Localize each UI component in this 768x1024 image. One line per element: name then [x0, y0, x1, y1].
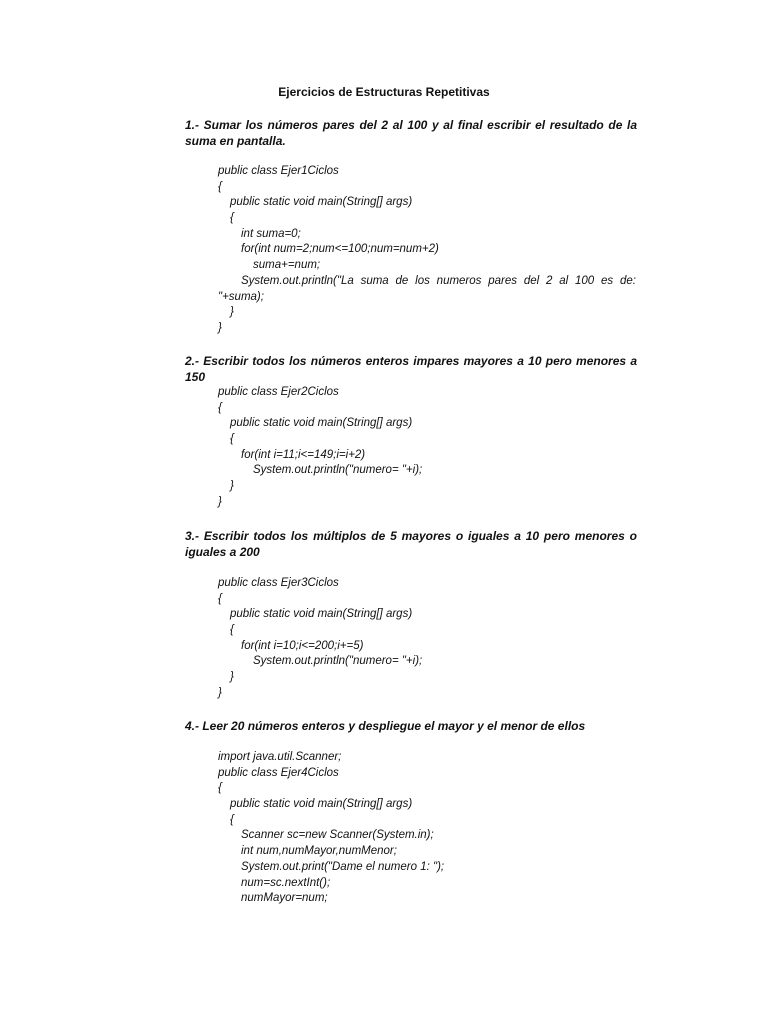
code-line: } — [218, 495, 222, 508]
code-line: suma+=num; — [253, 259, 321, 272]
code-line: public class Ejer4Ciclos — [218, 766, 339, 779]
code-line: for(int i=10;i<=200;i+=5) — [241, 639, 364, 652]
code-line: } — [230, 306, 234, 319]
exercise-3-code — [218, 576, 636, 702]
code-line: System.out.println("La suma de los numeros pares del 2 al 100 es de: — [241, 274, 636, 287]
code-line: { — [230, 813, 234, 826]
exercise-3-heading: 3.- Escribir todos los múltiplos de 5 mayores o iguales a 10 pero menores o iguales a 200 — [185, 529, 637, 559]
code-line: } — [230, 480, 234, 493]
exercise-2-heading: 2.- Escribir todos los números enteros impares mayores a 10 pero menores a 150 — [185, 354, 637, 384]
code-line: for(int num=2;num<=100;num=num+2) — [241, 243, 439, 256]
code-line: public static void main(String[] args) — [230, 196, 413, 209]
code-line: public static void main(String[] args) — [230, 798, 413, 811]
exercise-4-heading: 4.- Leer 20 números enteros y despliegue el mayor y el menor de ellos — [185, 719, 586, 733]
code-line: System.out.print("Dame el numero 1: "); — [241, 860, 445, 873]
exercise-1-heading: 1.- Sumar los números pares del 2 al 100 y al final escribir el resultado de la suma en pantalla. — [185, 118, 637, 148]
code-line: System.out.println("numero= "+i); — [253, 655, 423, 668]
code-line: public class Ejer1Ciclos — [218, 165, 339, 177]
code-line: System.out.println("numero= "+i); — [253, 464, 423, 477]
code-line: "+suma); — [218, 290, 264, 303]
code-line: public static void main(String[] args) — [230, 608, 413, 621]
exercise-2-code — [218, 385, 636, 511]
code-line: { — [218, 180, 222, 193]
code-line: num=sc.nextInt(); — [241, 876, 331, 889]
code-line: numMayor=num; — [241, 892, 328, 905]
document-title: Ejercicios de Estructuras Repetitivas — [278, 85, 490, 99]
code-line: { — [230, 212, 234, 225]
code-line: public class Ejer3Ciclos — [218, 577, 339, 589]
code-line: public class Ejer2Ciclos — [218, 386, 339, 398]
code-line: } — [218, 321, 222, 334]
code-line: int suma=0; — [241, 227, 301, 240]
code-line: } — [218, 686, 222, 699]
code-line: public static void main(String[] args) — [230, 417, 413, 430]
exercise-4-code — [218, 750, 636, 907]
code-line: { — [218, 782, 222, 795]
code-line: { — [230, 433, 234, 446]
code-line: } — [230, 671, 234, 684]
code-line: { — [230, 624, 234, 637]
exercise-1-code — [218, 164, 636, 337]
code-line: for(int i=11;i<=149;i=i+2) — [241, 448, 366, 461]
code-line: { — [218, 592, 222, 605]
code-line: Scanner sc=new Scanner(System.in); — [241, 829, 434, 842]
code-line: import java.util.Scanner; — [218, 751, 342, 763]
code-line: int num,numMayor,numMenor; — [241, 845, 397, 858]
code-line: { — [218, 401, 222, 414]
